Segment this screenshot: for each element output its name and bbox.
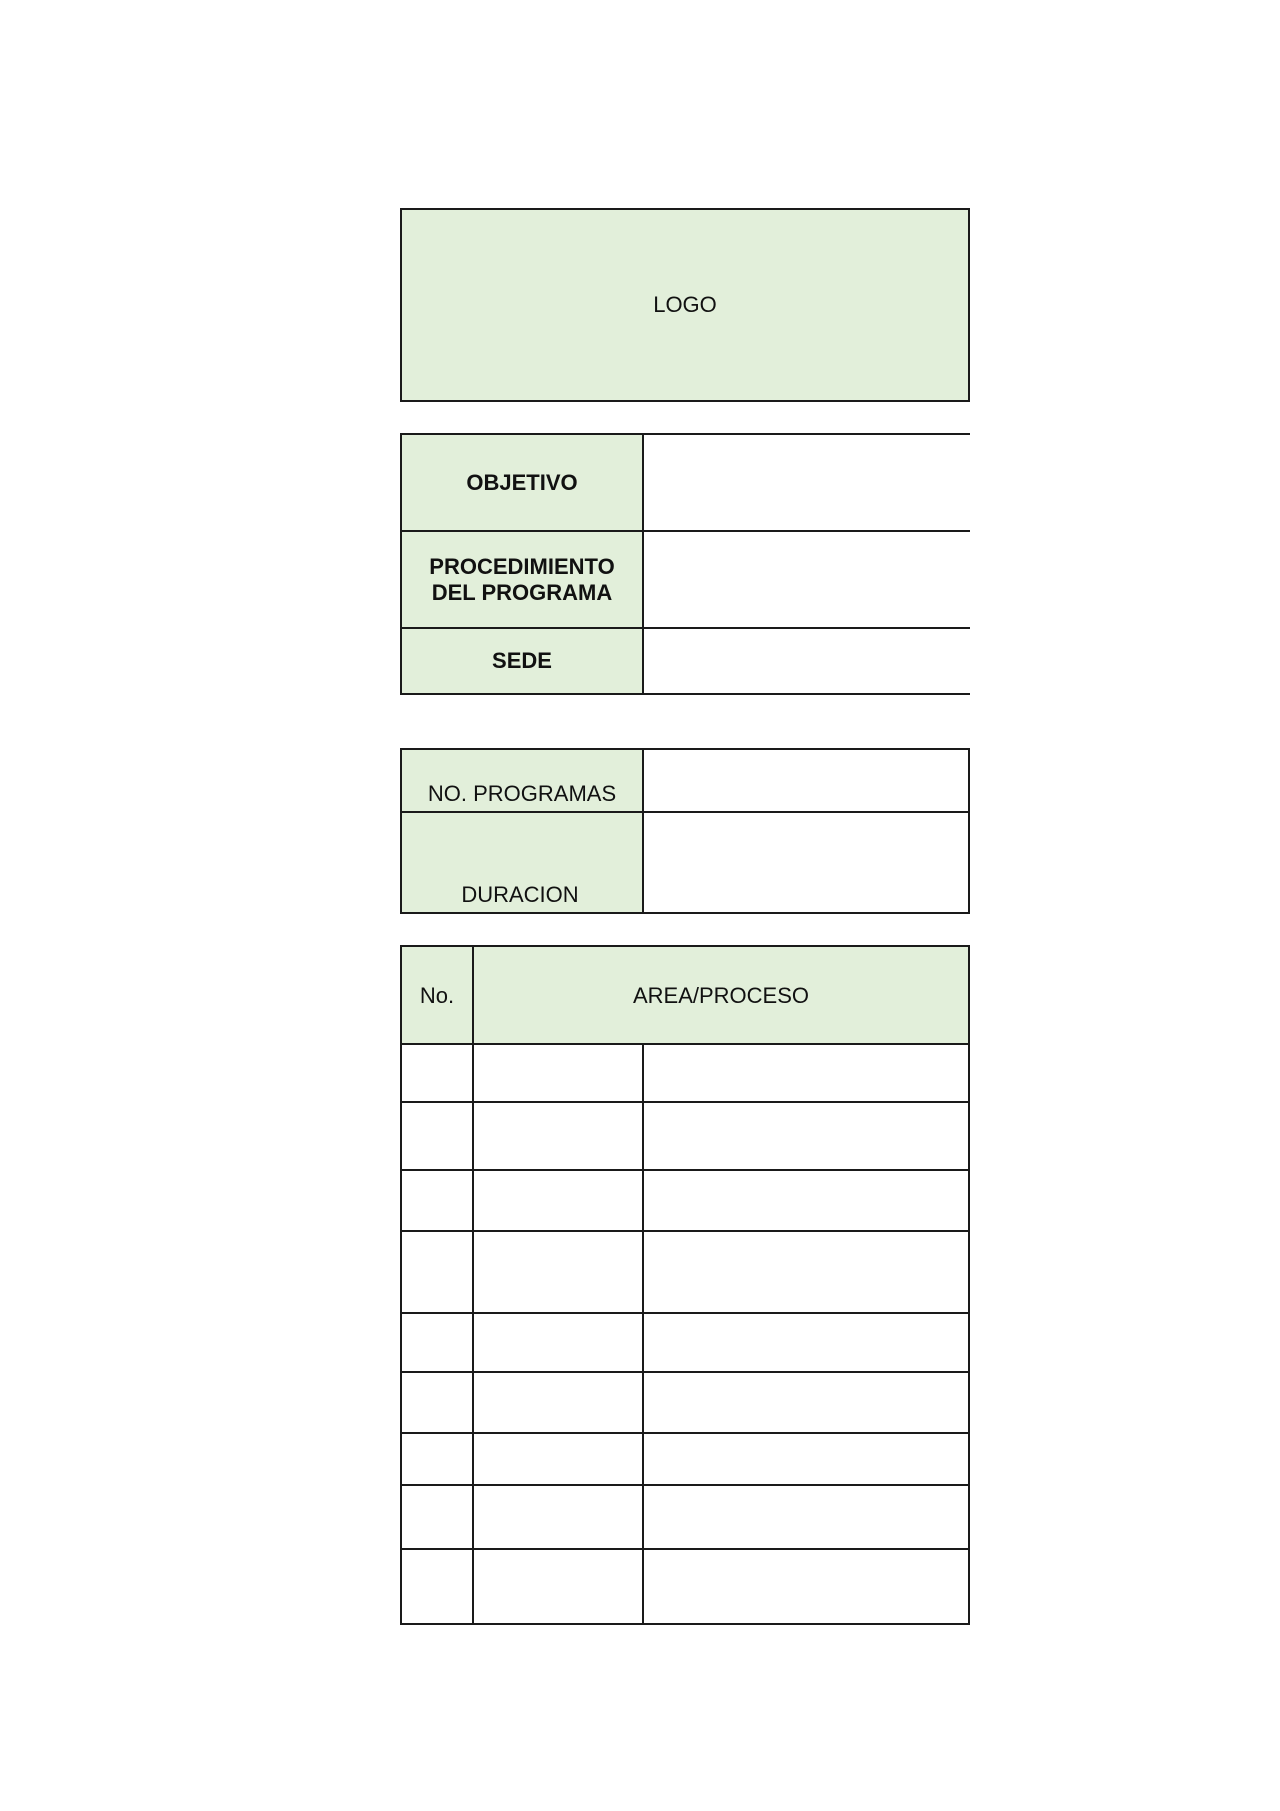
header-area-proceso: AREA/PROCESO [632, 983, 810, 1008]
table-row[interactable] [402, 1486, 968, 1548]
sede-value[interactable] [644, 629, 970, 693]
duracion-label: DURACION [461, 882, 579, 907]
table-row[interactable] [402, 1314, 968, 1371]
procedimiento-value[interactable] [644, 532, 970, 627]
header-no: No. [419, 983, 455, 1008]
procedimiento-label: PROCEDIMIENTO DEL PROGRAMA [429, 553, 615, 605]
table-row[interactable] [402, 1550, 968, 1623]
table-row[interactable] [402, 1232, 968, 1312]
objetivo-label: OBJETIVO [466, 469, 578, 495]
no-programas-value[interactable] [644, 750, 968, 811]
table-row[interactable] [402, 1373, 968, 1432]
logo-placeholder: LOGO [653, 292, 717, 317]
duracion-value[interactable] [644, 813, 968, 912]
no-programas-label: NO. PROGRAMAS [427, 781, 617, 806]
objetivo-value[interactable] [644, 435, 970, 530]
table-row[interactable] [402, 1045, 968, 1101]
table-row[interactable] [402, 1434, 968, 1484]
table-row[interactable] [402, 1171, 968, 1230]
table-row[interactable] [402, 1103, 968, 1169]
sede-label: SEDE [492, 648, 552, 673]
